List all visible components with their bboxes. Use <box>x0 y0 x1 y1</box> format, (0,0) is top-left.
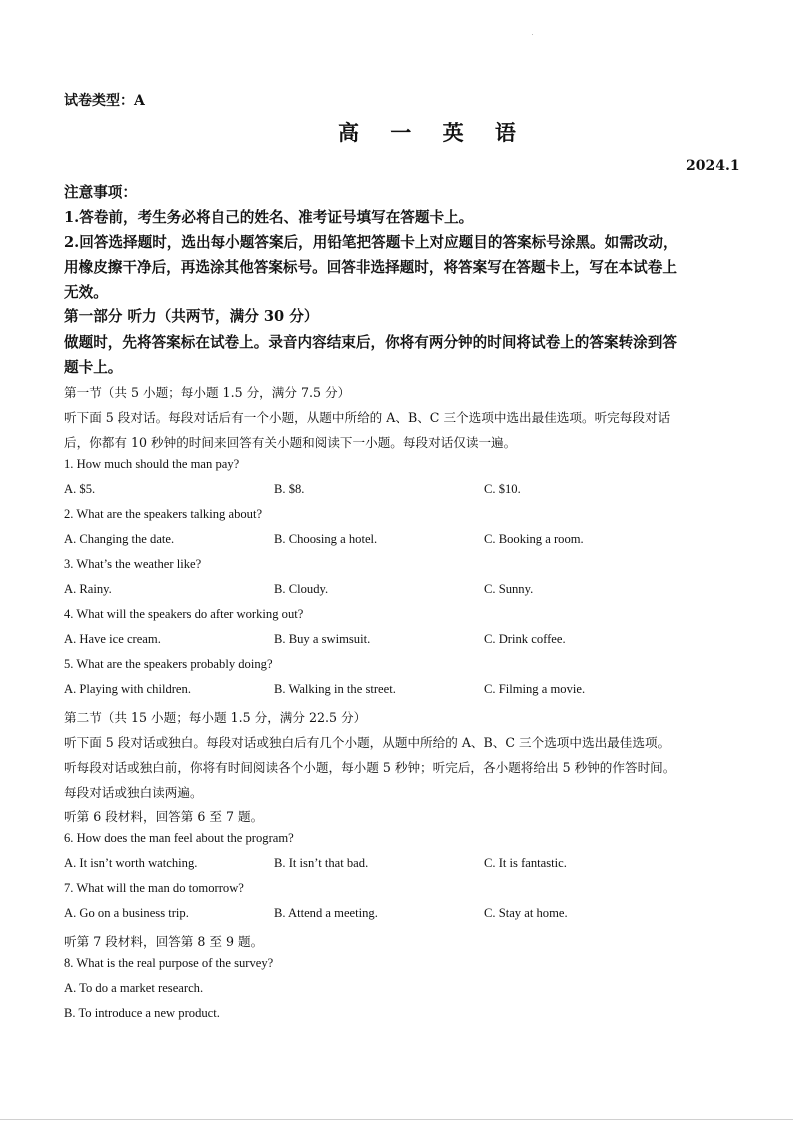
question-2-option-a: A. Changing the date. <box>64 532 175 546</box>
question-5-option-c: C. Filming a movie. <box>484 682 586 696</box>
question-4: 4. What will the speakers do after working out? <box>64 607 304 621</box>
material-6-note: 听第 6 段材料，回答第 6 至 7 题。 <box>64 809 264 824</box>
question-8: 8. What is the real purpose of the survey? <box>64 956 274 970</box>
section1-instruction-line-2: 后，你都有 10 秒钟的时间来回答有关小题和阅读下一小题。每段对话仅读一遍。 <box>64 435 517 450</box>
question-4-option-a: A. Have ice cream. <box>64 632 161 646</box>
question-4-option-b: B. Buy a swimsuit. <box>274 632 371 646</box>
page-title: 高 一 英 语 <box>338 120 528 145</box>
question-5-option-a: A. Playing with children. <box>64 682 191 696</box>
page-speck <box>532 34 533 35</box>
question-3-option-c: C. Sunny. <box>484 582 534 596</box>
section1-heading: 第一节（共 5 小题；每小题 1.5 分，满分 7.5 分） <box>64 385 351 400</box>
question-7-option-c: C. Stay at home. <box>484 906 568 920</box>
section2-instruction-line-2: 听每段对话或独白前，你将有时间阅读各个小题，每小题 5 秒钟；听完后，各小题将给出 5 秒钟的作答时间。 <box>64 760 676 775</box>
notice-item-1: 1.答卷前，考生务必将自己的姓名、准考证号填写在答题卡上。 <box>64 209 474 226</box>
question-2-option-c: C. Booking a room. <box>484 532 584 546</box>
part1-instruction-line-2: 题卡上。 <box>64 359 123 376</box>
exam-type: 试卷类型：A <box>64 93 145 109</box>
question-5-option-b: B. Walking in the street. <box>274 682 396 696</box>
question-7-option-b: B. Attend a meeting. <box>274 906 378 920</box>
part1-heading: 第一部分 听力（共两节，满分 30 分） <box>64 308 319 325</box>
notice-item-2-line-1: 2.回答选择题时，选出每小题答案后，用铅笔把答题卡上对应题目的答案标号涂黑。如需改动， <box>64 234 678 251</box>
notice-heading: 注意事项： <box>64 184 137 201</box>
question-1-option-a: A. $5. <box>64 482 96 496</box>
question-6-option-a: A. It isn’t worth watching. <box>64 856 198 870</box>
question-3-option-b: B. Cloudy. <box>274 582 329 596</box>
question-8-option-b: B. To introduce a new product. <box>64 1006 220 1020</box>
section2-heading: 第二节（共 15 小题；每小题 1.5 分，满分 22.5 分） <box>64 710 367 725</box>
question-8-option-a: A. To do a market research. <box>64 981 204 995</box>
question-3-option-a: A. Rainy. <box>64 582 112 596</box>
notice-item-2-line-2: 用橡皮擦干净后，再选涂其他答案标号。回答非选择题时，将答案写在答题卡上，写在本试卷上 <box>64 259 677 276</box>
material-7-note: 听第 7 段材料，回答第 8 至 9 题。 <box>64 934 264 949</box>
section1-instruction-line-1: 听下面 5 段对话。每段对话后有一个小题，从题中所给的 A、B、C 三个选项中选出最佳选项。听完每段对话 <box>64 410 671 425</box>
question-3: 3. What’s the weather like? <box>64 557 202 571</box>
question-6-option-b: B. It isn’t that bad. <box>274 856 369 870</box>
part1-instruction-line-1: 做题时，先将答案标在试卷上。录音内容结束后，你将有两分钟的时间将试卷上的答案转涂到答 <box>64 334 677 351</box>
question-7: 7. What will the man do tomorrow? <box>64 881 244 895</box>
question-4-option-c: C. Drink coffee. <box>484 632 566 646</box>
question-1-option-b: B. $8. <box>274 482 305 496</box>
question-2: 2. What are the speakers talking about? <box>64 507 263 521</box>
section2-instruction-line-3: 每段对话或独白读两遍。 <box>64 785 203 800</box>
question-6: 6. How does the man feel about the program? <box>64 831 294 845</box>
question-6-option-c: C. It is fantastic. <box>484 856 567 870</box>
section2-instruction-line-1: 听下面 5 段对话或独白。每段对话或独白后有几个小题，从题中所给的 A、B、C 三个选项中选出最佳选项。 <box>64 735 671 750</box>
exam-date: 2024.1 <box>686 158 740 174</box>
question-7-option-a: A. Go on a business trip. <box>64 906 189 920</box>
notice-item-2-line-3: 无效。 <box>64 284 108 301</box>
question-1-option-c: C. $10. <box>484 482 521 496</box>
question-5: 5. What are the speakers probably doing? <box>64 657 273 671</box>
question-1: 1. How much should the man pay? <box>64 457 240 471</box>
page-bottom-edge <box>0 1119 793 1120</box>
question-2-option-b: B. Choosing a hotel. <box>274 532 378 546</box>
